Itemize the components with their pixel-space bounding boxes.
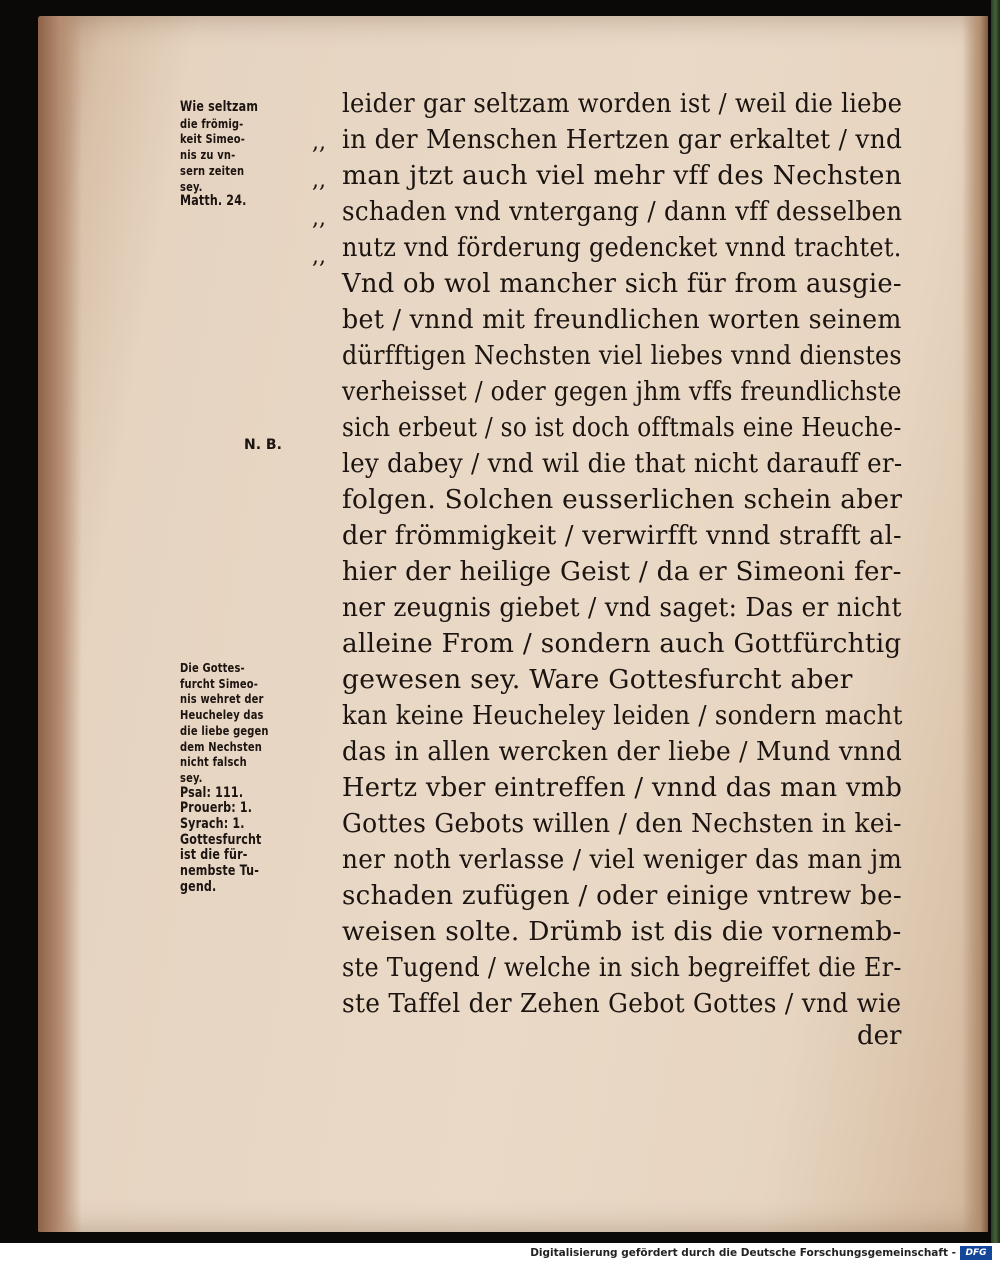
margin-line: sey. xyxy=(180,178,203,194)
body-line: gewesen sey. Ware Gottesfurcht aber xyxy=(342,664,853,695)
footer-credit: Digitalisierung gefördert durch die Deutsche Forschungsgemeinschaft - xyxy=(530,1247,956,1259)
body-line: ley dabey / vnd wil die that nicht darauff er- xyxy=(342,448,903,479)
margin-line: ist die für- xyxy=(180,847,248,864)
body-line: bet / vnnd mit freundlichen worten seinem xyxy=(342,304,902,335)
margin-note-nb: N. B. xyxy=(244,437,282,453)
margin-line: furcht Simeo- xyxy=(180,675,259,691)
quote-mark: ,, xyxy=(312,168,326,193)
body-line: Hertz vber eintreffen / vnnd das man vmb xyxy=(342,772,903,803)
body-line: schaden vnd vntergang / dann vff desselben xyxy=(342,196,903,227)
margin-line: Psal: 111. xyxy=(180,784,244,801)
body-line: ste Taffel der Zehen Gebot Gottes / vnd wie xyxy=(342,988,902,1019)
margin-line: Heucheley das xyxy=(180,707,264,723)
body-line: leider gar seltzam worden ist / weil die liebe xyxy=(342,88,903,119)
margin-note-gottesfurcht xyxy=(180,660,350,896)
body-line: der frömmigkeit / verwirfft vnnd strafft al- xyxy=(342,520,902,551)
margin-line: nicht falsch xyxy=(180,754,247,770)
body-line: hier der heilige Geist / da er Simeoni fer- xyxy=(342,556,902,587)
margin-line: Die Gottes- xyxy=(180,660,245,675)
page-gutter-shadow xyxy=(38,16,82,1232)
margin-line: gend. xyxy=(180,878,217,895)
body-line: nutz vnd förderung gedencket vnnd trachtet. xyxy=(342,232,902,263)
page-right-edge xyxy=(962,16,988,1232)
quote-mark: ,, xyxy=(312,130,326,155)
body-line: schaden zufügen / oder einige vntrew be- xyxy=(342,880,902,911)
margin-line: nis zu vn- xyxy=(180,147,236,163)
quote-mark: ,, xyxy=(312,244,326,269)
margin-line: nis wehret der xyxy=(180,691,264,707)
margin-line: Gottesfurcht xyxy=(180,831,262,848)
body-line: alleine From / sondern auch Gottfürchtig xyxy=(342,628,902,659)
quote-mark: ,, xyxy=(312,206,326,231)
body-line: kan keine Heucheley leiden / sondern macht xyxy=(342,700,903,731)
margin-line: Wie seltzam xyxy=(180,99,259,115)
catchword: der xyxy=(857,1021,902,1051)
body-line: man jtzt auch viel mehr vff des Nechsten xyxy=(342,160,903,191)
body-line: ner zeugnis giebet / vnd saget: Das er nicht xyxy=(342,592,902,623)
body-line: Vnd ob wol mancher sich für from ausgie- xyxy=(342,268,902,299)
margin-line: Prouerb: 1. xyxy=(180,800,253,817)
footer-bar xyxy=(0,1243,1000,1265)
body-line: ner noth verlasse / viel weniger das man jm xyxy=(342,844,903,875)
dfg-logo: DFG xyxy=(960,1246,992,1260)
body-line: in der Menschen Hertzen gar erkaltet / vnd xyxy=(342,124,903,155)
body-line: das in allen wercken der liebe / Mund vnnd xyxy=(342,736,903,767)
margin-line: nembste Tu- xyxy=(180,863,259,880)
margin-line: dem Nechsten xyxy=(180,738,262,754)
body-line: weisen solte. Drümb ist dis die vornemb- xyxy=(342,916,902,947)
body-line: folgen. Solchen eusserlichen schein aber xyxy=(342,484,903,515)
margin-line: Syrach: 1. xyxy=(180,816,245,833)
body-line: dürfftigen Nechsten viel liebes vnnd dienstes xyxy=(342,340,902,371)
margin-line: Matth. 24. xyxy=(180,193,247,210)
margin-line: keit Simeo- xyxy=(180,131,245,147)
body-line: ste Tugend / welche in sich begreiffet die Er- xyxy=(342,952,902,983)
book-edge xyxy=(991,0,1000,1243)
body-line: Gottes Gebots willen / den Nechsten in kei- xyxy=(342,808,902,839)
margin-line: die frömig- xyxy=(180,115,244,131)
margin-line: die liebe gegen xyxy=(180,722,269,738)
body-line: verheisset / oder gegen jhm vffs freundlichste xyxy=(342,376,902,407)
body-line: sich erbeut / so ist doch offtmals eine Heuche- xyxy=(342,412,902,443)
margin-line: sey. xyxy=(180,769,203,785)
margin-line: sern zeiten xyxy=(180,162,245,178)
